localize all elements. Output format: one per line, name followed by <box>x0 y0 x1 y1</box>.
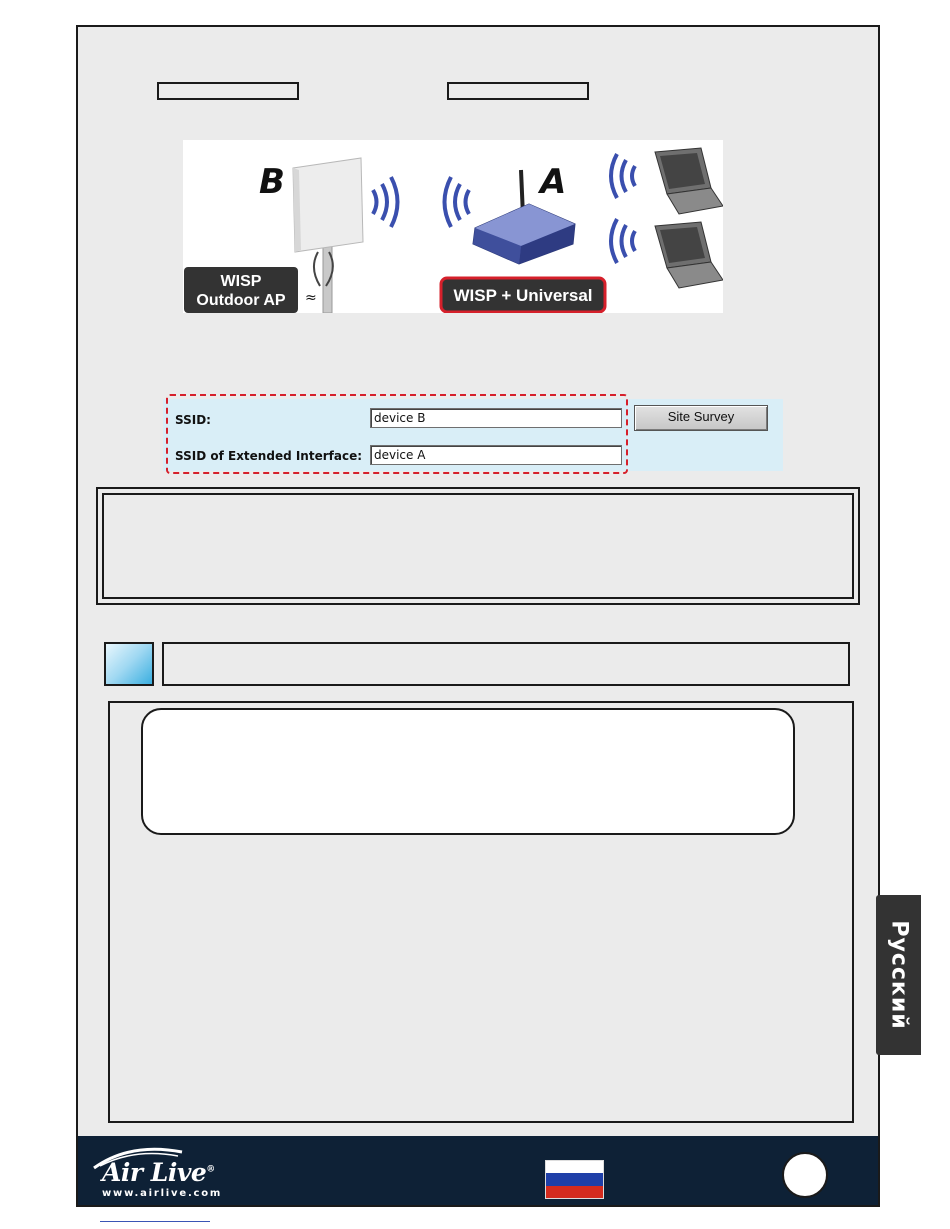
signal-waves-icon <box>445 177 470 227</box>
note-box-inner <box>102 493 854 599</box>
approx-symbol: ≈ <box>305 290 317 306</box>
section-title-bar <box>162 642 850 686</box>
label-b: B <box>259 162 285 202</box>
extended-ssid-input[interactable]: device A <box>370 445 622 465</box>
extended-ssid-label: SSID of Extended Interface: <box>175 449 363 463</box>
logo-url: www.airlive.com <box>102 1188 223 1199</box>
airlive-logo <box>90 1144 250 1200</box>
laptop-icon <box>655 148 723 214</box>
signal-waves-icon <box>611 154 635 198</box>
network-diagram <box>183 140 723 313</box>
header-box-left <box>157 82 299 100</box>
language-tab[interactable] <box>876 895 921 1055</box>
link-underline <box>100 1221 210 1222</box>
ssid-label: SSID: <box>175 413 211 427</box>
outdoor-antenna-icon <box>293 158 363 313</box>
language-tab-label: Русский <box>886 920 911 1030</box>
page-number-circle <box>782 1152 828 1198</box>
section-marker-icon <box>104 642 154 686</box>
laptop-icon <box>655 222 723 288</box>
signal-waves-icon <box>373 177 398 227</box>
site-survey-button[interactable]: Site Survey <box>634 405 768 431</box>
ssid-input[interactable]: device B <box>370 408 622 428</box>
header-box-right <box>447 82 589 100</box>
wisp-outdoor-line1: WISP <box>220 273 262 290</box>
rounded-note-box <box>141 708 795 835</box>
signal-waves-icon <box>611 219 635 263</box>
label-a: A <box>540 162 567 202</box>
wisp-universal-label: WISP + Universal <box>453 286 593 305</box>
russian-flag-icon <box>545 1160 604 1199</box>
network-diagram-svg <box>183 140 723 313</box>
wisp-outdoor-line2: Outdoor AP <box>196 292 286 309</box>
logo-text: Air Live® <box>102 1158 215 1187</box>
